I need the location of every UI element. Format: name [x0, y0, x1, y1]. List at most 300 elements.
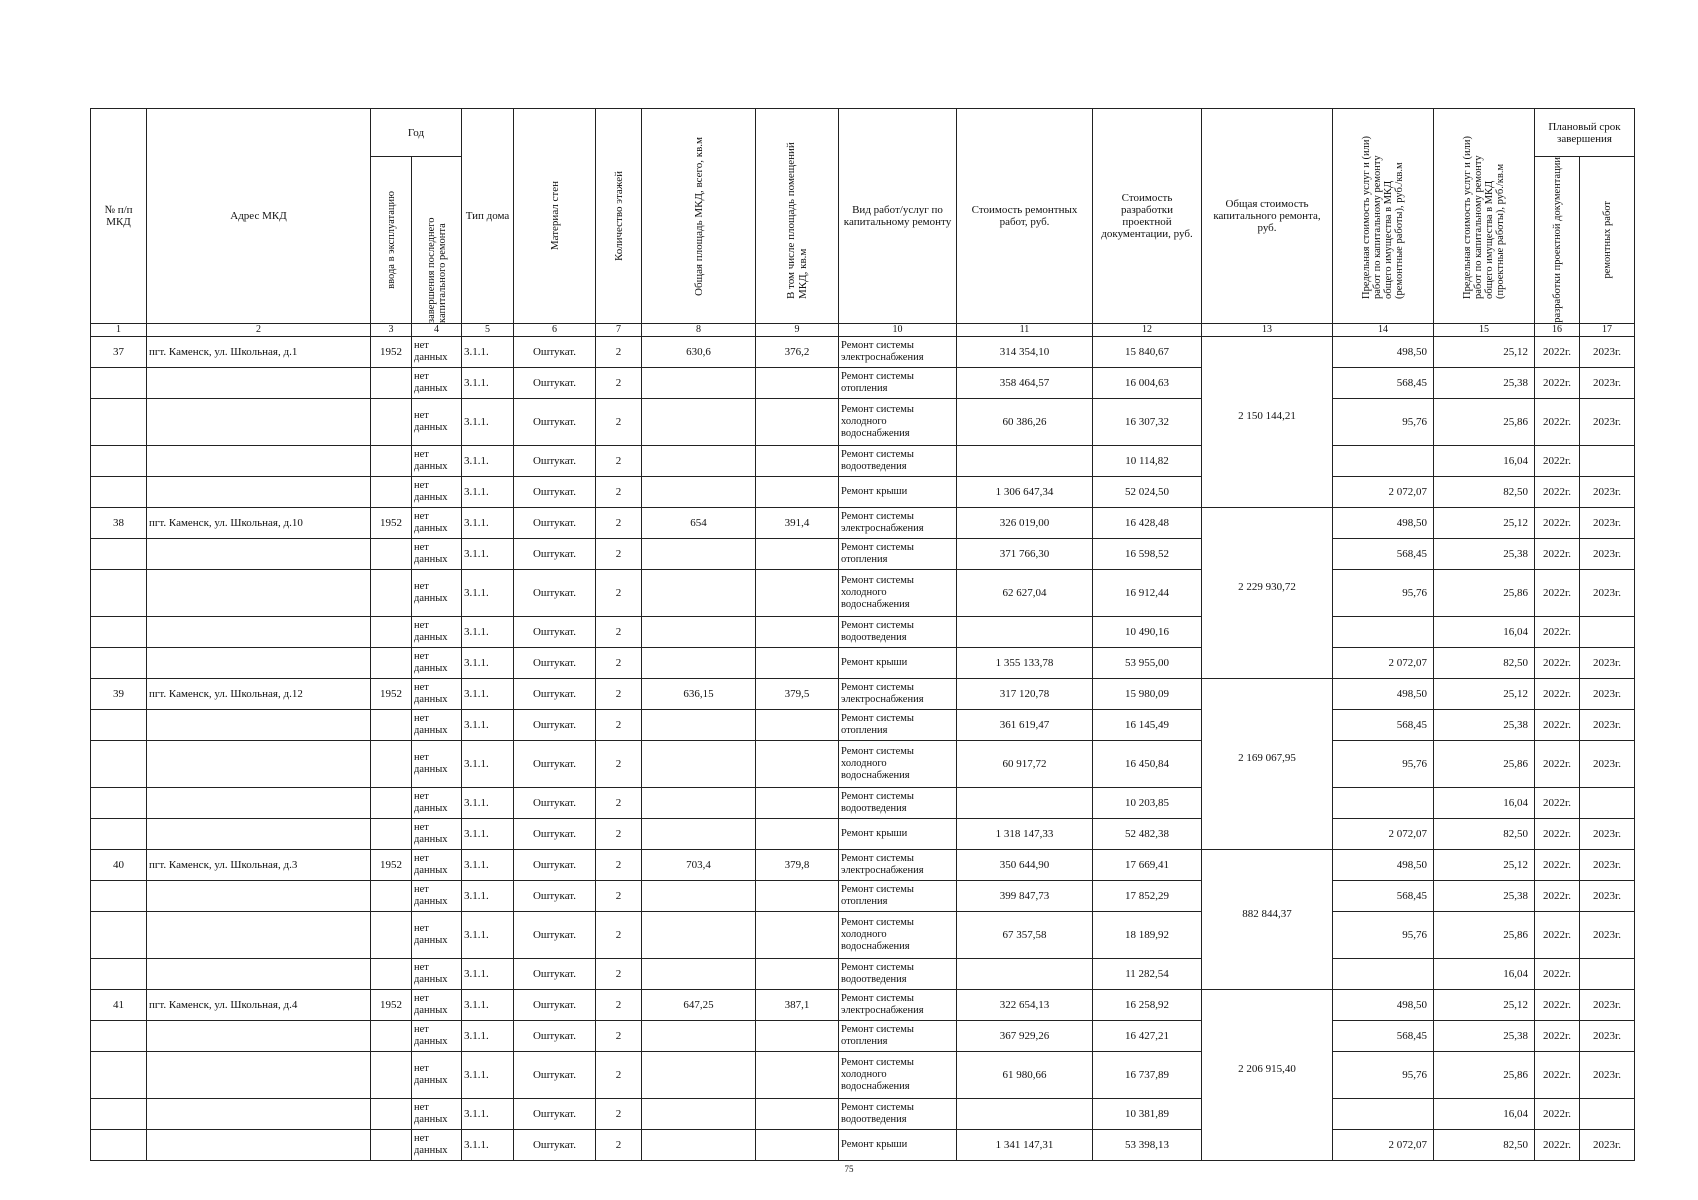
wall-material-cell: Оштукат.: [514, 539, 596, 570]
limit-design-cell: 25,38: [1434, 368, 1535, 399]
address-cell: [147, 741, 371, 788]
total-area-cell: [642, 1099, 756, 1130]
header-wall-material: Материал стен: [548, 181, 561, 251]
deadline-design-cell: 2022г.: [1535, 912, 1580, 959]
repair-cost-cell: [957, 446, 1093, 477]
limit-repair-cell: [1333, 617, 1434, 648]
premises-area-cell: [756, 368, 839, 399]
house-number-cell: [91, 539, 147, 570]
year-commission-cell: [371, 1021, 412, 1052]
work-type-cell: Ремонт крыши: [839, 819, 957, 850]
limit-design-cell: 25,86: [1434, 1052, 1535, 1099]
total-area-cell: [642, 570, 756, 617]
house-type-cell: 3.1.1.: [462, 508, 514, 539]
deadline-repair-cell: 2023г.: [1580, 741, 1635, 788]
house-type-cell: 3.1.1.: [462, 1130, 514, 1161]
total-area-cell: [642, 741, 756, 788]
column-number: 13: [1202, 324, 1333, 337]
deadline-design-cell: 2022г.: [1535, 1099, 1580, 1130]
deadline-repair-cell: 2023г.: [1580, 477, 1635, 508]
wall-material-cell: Оштукат.: [514, 399, 596, 446]
address-cell: [147, 477, 371, 508]
total-area-cell: [642, 912, 756, 959]
table-row: [91, 1021, 1635, 1052]
capital-repair-table: [90, 108, 1635, 1161]
address-cell: [147, 819, 371, 850]
design-cost-cell: 18 189,92: [1093, 912, 1202, 959]
house-type-cell: 3.1.1.: [462, 990, 514, 1021]
floors-cell: 2: [596, 539, 642, 570]
year-commission-cell: 1952: [371, 679, 412, 710]
table-header: [91, 109, 1635, 337]
year-commission-cell: 1952: [371, 337, 412, 368]
column-number: 2: [147, 324, 371, 337]
total-cost-cell: 2 150 144,21: [1202, 337, 1333, 508]
address-cell: [147, 368, 371, 399]
limit-design-cell: 16,04: [1434, 1099, 1535, 1130]
repair-cost-cell: 314 354,10: [957, 337, 1093, 368]
design-cost-cell: 52 024,50: [1093, 477, 1202, 508]
limit-repair-cell: 568,45: [1333, 710, 1434, 741]
floors-cell: 2: [596, 399, 642, 446]
total-area-cell: [642, 648, 756, 679]
total-area-cell: [642, 710, 756, 741]
design-cost-cell: 10 203,85: [1093, 788, 1202, 819]
house-number-cell: [91, 648, 147, 679]
limit-design-cell: 25,12: [1434, 850, 1535, 881]
limit-design-cell: 25,38: [1434, 539, 1535, 570]
floors-cell: 2: [596, 368, 642, 399]
design-cost-cell: 16 428,48: [1093, 508, 1202, 539]
address-cell: [147, 570, 371, 617]
premises-area-cell: [756, 648, 839, 679]
floors-cell: 2: [596, 1130, 642, 1161]
deadline-design-cell: 2022г.: [1535, 539, 1580, 570]
header-deadline-design: разработки проектной документации: [1551, 157, 1563, 323]
table-row: [91, 710, 1635, 741]
floors-cell: 2: [596, 446, 642, 477]
table-row: [91, 539, 1635, 570]
year-last-repair-cell: нет данных: [412, 710, 462, 741]
house-number-cell: [91, 368, 147, 399]
year-last-repair-cell: нет данных: [412, 508, 462, 539]
address-cell: [147, 399, 371, 446]
house-number-cell: [91, 570, 147, 617]
limit-repair-cell: 568,45: [1333, 368, 1434, 399]
design-cost-cell: 10 114,82: [1093, 446, 1202, 477]
wall-material-cell: Оштукат.: [514, 881, 596, 912]
floors-cell: 2: [596, 617, 642, 648]
floors-cell: 2: [596, 959, 642, 990]
header-year-commission-cell: [371, 157, 412, 324]
floors-cell: 2: [596, 1052, 642, 1099]
house-type-cell: 3.1.1.: [462, 881, 514, 912]
total-area-cell: [642, 477, 756, 508]
table-row: [91, 368, 1635, 399]
column-number: 7: [596, 324, 642, 337]
floors-cell: 2: [596, 1021, 642, 1052]
house-number-cell: [91, 446, 147, 477]
floors-cell: 2: [596, 990, 642, 1021]
deadline-repair-cell: 2023г.: [1580, 850, 1635, 881]
address-cell: пгт. Каменск, ул. Школьная, д.1: [147, 337, 371, 368]
year-last-repair-cell: нет данных: [412, 850, 462, 881]
house-number-cell: 38: [91, 508, 147, 539]
deadline-design-cell: 2022г.: [1535, 788, 1580, 819]
limit-design-cell: 25,38: [1434, 881, 1535, 912]
table-row: [91, 446, 1635, 477]
limit-design-cell: 16,04: [1434, 788, 1535, 819]
work-type-cell: Ремонт системы водоотведения: [839, 617, 957, 648]
repair-cost-cell: 350 644,90: [957, 850, 1093, 881]
year-commission-cell: [371, 959, 412, 990]
house-number-cell: 41: [91, 990, 147, 1021]
premises-area-cell: [756, 881, 839, 912]
table-row: [91, 959, 1635, 990]
premises-area-cell: 376,2: [756, 337, 839, 368]
year-commission-cell: [371, 741, 412, 788]
repair-cost-cell: 358 464,57: [957, 368, 1093, 399]
header-repair-cost: Стоимость ремонтных работ, руб.: [957, 109, 1093, 324]
house-number-cell: 40: [91, 850, 147, 881]
year-last-repair-cell: нет данных: [412, 337, 462, 368]
header-total-cost: Общая стоимость капитального ремонта, руб.: [1202, 109, 1333, 324]
column-number: 5: [462, 324, 514, 337]
house-type-cell: 3.1.1.: [462, 617, 514, 648]
work-type-cell: Ремонт системы водоотведения: [839, 446, 957, 477]
deadline-design-cell: 2022г.: [1535, 1021, 1580, 1052]
wall-material-cell: Оштукат.: [514, 1130, 596, 1161]
floors-cell: 2: [596, 819, 642, 850]
repair-cost-cell: 1 306 647,34: [957, 477, 1093, 508]
column-number: 10: [839, 324, 957, 337]
house-type-cell: 3.1.1.: [462, 446, 514, 477]
house-number-cell: [91, 1130, 147, 1161]
floors-cell: 2: [596, 508, 642, 539]
deadline-repair-cell: 2023г.: [1580, 819, 1635, 850]
year-last-repair-cell: нет данных: [412, 570, 462, 617]
year-last-repair-cell: нет данных: [412, 368, 462, 399]
premises-area-cell: [756, 819, 839, 850]
deadline-repair-cell: 2023г.: [1580, 539, 1635, 570]
header-year-commission: ввода в эксплуатацию: [385, 191, 397, 289]
year-commission-cell: [371, 570, 412, 617]
limit-repair-cell: 95,76: [1333, 570, 1434, 617]
address-cell: [147, 788, 371, 819]
limit-repair-cell: 498,50: [1333, 679, 1434, 710]
header-premises-area-cell: [756, 109, 839, 324]
address-cell: [147, 446, 371, 477]
premises-area-cell: [756, 710, 839, 741]
limit-repair-cell: 498,50: [1333, 508, 1434, 539]
deadline-repair-cell: 2023г.: [1580, 648, 1635, 679]
deadline-design-cell: 2022г.: [1535, 648, 1580, 679]
repair-cost-cell: 60 917,72: [957, 741, 1093, 788]
work-type-cell: Ремонт системы электроснабжения: [839, 990, 957, 1021]
limit-repair-cell: 95,76: [1333, 1052, 1434, 1099]
table-row: [91, 648, 1635, 679]
design-cost-cell: 16 307,32: [1093, 399, 1202, 446]
address-cell: пгт. Каменск, ул. Школьная, д.10: [147, 508, 371, 539]
year-last-repair-cell: нет данных: [412, 446, 462, 477]
deadline-design-cell: 2022г.: [1535, 881, 1580, 912]
house-number-cell: [91, 788, 147, 819]
wall-material-cell: Оштукат.: [514, 912, 596, 959]
design-cost-cell: 10 381,89: [1093, 1099, 1202, 1130]
deadline-repair-cell: [1580, 446, 1635, 477]
total-area-cell: [642, 368, 756, 399]
header-floors: Количество этажей: [612, 170, 625, 262]
repair-cost-cell: 371 766,30: [957, 539, 1093, 570]
deadline-repair-cell: 2023г.: [1580, 399, 1635, 446]
year-last-repair-cell: нет данных: [412, 648, 462, 679]
work-type-cell: Ремонт системы отопления: [839, 881, 957, 912]
house-type-cell: 3.1.1.: [462, 368, 514, 399]
total-area-cell: [642, 539, 756, 570]
premises-area-cell: [756, 959, 839, 990]
house-type-cell: 3.1.1.: [462, 399, 514, 446]
limit-design-cell: 82,50: [1434, 648, 1535, 679]
limit-design-cell: 25,86: [1434, 912, 1535, 959]
house-number-cell: 39: [91, 679, 147, 710]
floors-cell: 2: [596, 710, 642, 741]
work-type-cell: Ремонт системы холодного водоснабжения: [839, 399, 957, 446]
house-number-cell: [91, 1052, 147, 1099]
deadline-design-cell: 2022г.: [1535, 710, 1580, 741]
wall-material-cell: Оштукат.: [514, 819, 596, 850]
house-number-cell: [91, 819, 147, 850]
total-area-cell: [642, 788, 756, 819]
limit-design-cell: 82,50: [1434, 1130, 1535, 1161]
work-type-cell: Ремонт системы водоотведения: [839, 788, 957, 819]
year-last-repair-cell: нет данных: [412, 1099, 462, 1130]
year-last-repair-cell: нет данных: [412, 788, 462, 819]
total-area-cell: [642, 1130, 756, 1161]
premises-area-cell: [756, 1052, 839, 1099]
deadline-repair-cell: 2023г.: [1580, 368, 1635, 399]
year-last-repair-cell: нет данных: [412, 819, 462, 850]
year-commission-cell: [371, 881, 412, 912]
total-area-cell: 654: [642, 508, 756, 539]
deadline-repair-cell: 2023г.: [1580, 679, 1635, 710]
header-deadline-repair-cell: [1580, 157, 1635, 324]
wall-material-cell: Оштукат.: [514, 959, 596, 990]
total-area-cell: [642, 881, 756, 912]
column-number-row: [91, 324, 1635, 337]
house-type-cell: 3.1.1.: [462, 959, 514, 990]
year-commission-cell: [371, 648, 412, 679]
year-commission-cell: 1952: [371, 990, 412, 1021]
design-cost-cell: 52 482,38: [1093, 819, 1202, 850]
address-cell: [147, 959, 371, 990]
repair-cost-cell: 326 019,00: [957, 508, 1093, 539]
floors-cell: 2: [596, 648, 642, 679]
design-cost-cell: 17 669,41: [1093, 850, 1202, 881]
work-type-cell: Ремонт системы холодного водоснабжения: [839, 570, 957, 617]
year-commission-cell: [371, 819, 412, 850]
house-number-cell: [91, 959, 147, 990]
house-type-cell: 3.1.1.: [462, 788, 514, 819]
house-number-cell: [91, 1021, 147, 1052]
table-body: [91, 337, 1635, 1161]
premises-area-cell: [756, 1130, 839, 1161]
header-premises-area: В том числе площадь помещений МКД, кв.м: [785, 142, 809, 299]
design-cost-cell: 16 145,49: [1093, 710, 1202, 741]
limit-design-cell: 25,12: [1434, 508, 1535, 539]
deadline-design-cell: 2022г.: [1535, 508, 1580, 539]
year-commission-cell: [371, 788, 412, 819]
year-last-repair-cell: нет данных: [412, 912, 462, 959]
year-commission-cell: 1952: [371, 850, 412, 881]
design-cost-cell: 53 955,00: [1093, 648, 1202, 679]
year-commission-cell: [371, 912, 412, 959]
limit-design-cell: 25,86: [1434, 741, 1535, 788]
house-number-cell: 37: [91, 337, 147, 368]
year-commission-cell: [371, 617, 412, 648]
wall-material-cell: Оштукат.: [514, 788, 596, 819]
wall-material-cell: Оштукат.: [514, 1099, 596, 1130]
header-deadline-repair: ремонтных работ: [1601, 201, 1613, 279]
limit-repair-cell: 568,45: [1333, 539, 1434, 570]
header-limit-repair: Предельная стоимость услуг и (или) работ по капитальному ремонту общего имущества в МКД (ремонтные работы), руб./кв.м: [1361, 136, 1405, 299]
deadline-design-cell: 2022г.: [1535, 1130, 1580, 1161]
header-total-area: Общая площадь МКД, всего, кв.м: [692, 136, 705, 296]
limit-design-cell: 25,86: [1434, 399, 1535, 446]
year-last-repair-cell: нет данных: [412, 881, 462, 912]
deadline-design-cell: 2022г.: [1535, 1052, 1580, 1099]
house-type-cell: 3.1.1.: [462, 539, 514, 570]
house-type-cell: 3.1.1.: [462, 741, 514, 788]
limit-design-cell: 25,12: [1434, 337, 1535, 368]
header-limit-design-cell: [1434, 109, 1535, 324]
repair-cost-cell: [957, 788, 1093, 819]
wall-material-cell: Оштукат.: [514, 741, 596, 788]
limit-repair-cell: [1333, 1099, 1434, 1130]
design-cost-cell: 10 490,16: [1093, 617, 1202, 648]
column-number: 6: [514, 324, 596, 337]
repair-cost-cell: 322 654,13: [957, 990, 1093, 1021]
work-type-cell: Ремонт системы электроснабжения: [839, 337, 957, 368]
address-cell: [147, 710, 371, 741]
work-type-cell: Ремонт системы холодного водоснабжения: [839, 1052, 957, 1099]
design-cost-cell: 16 737,89: [1093, 1052, 1202, 1099]
deadline-repair-cell: 2023г.: [1580, 881, 1635, 912]
repair-cost-cell: 317 120,78: [957, 679, 1093, 710]
limit-design-cell: 16,04: [1434, 959, 1535, 990]
year-commission-cell: [371, 539, 412, 570]
year-commission-cell: [371, 399, 412, 446]
house-type-cell: 3.1.1.: [462, 710, 514, 741]
floors-cell: 2: [596, 741, 642, 788]
floors-cell: 2: [596, 912, 642, 959]
total-area-cell: [642, 617, 756, 648]
table-row: [91, 508, 1635, 539]
wall-material-cell: Оштукат.: [514, 570, 596, 617]
repair-cost-cell: [957, 959, 1093, 990]
table-row: [91, 881, 1635, 912]
work-type-cell: Ремонт крыши: [839, 1130, 957, 1161]
work-type-cell: Ремонт системы электроснабжения: [839, 508, 957, 539]
total-area-cell: [642, 819, 756, 850]
year-last-repair-cell: нет данных: [412, 1130, 462, 1161]
limit-repair-cell: [1333, 446, 1434, 477]
premises-area-cell: [756, 617, 839, 648]
work-type-cell: Ремонт системы водоотведения: [839, 959, 957, 990]
repair-cost-cell: 1 318 147,33: [957, 819, 1093, 850]
house-number-cell: [91, 399, 147, 446]
year-commission-cell: [371, 1130, 412, 1161]
column-number: 8: [642, 324, 756, 337]
total-cost-cell: 2 229 930,72: [1202, 508, 1333, 679]
limit-repair-cell: 95,76: [1333, 399, 1434, 446]
header-design-cost: Стоимость разработки проектной документации, руб.: [1093, 109, 1202, 324]
deadline-design-cell: 2022г.: [1535, 477, 1580, 508]
address-cell: пгт. Каменск, ул. Школьная, д.4: [147, 990, 371, 1021]
work-type-cell: Ремонт крыши: [839, 648, 957, 679]
column-number: 11: [957, 324, 1093, 337]
deadline-design-cell: 2022г.: [1535, 850, 1580, 881]
table-row: [91, 570, 1635, 617]
total-area-cell: [642, 1021, 756, 1052]
year-last-repair-cell: нет данных: [412, 990, 462, 1021]
floors-cell: 2: [596, 850, 642, 881]
year-commission-cell: [371, 1099, 412, 1130]
floors-cell: 2: [596, 337, 642, 368]
header-year-group: Год: [371, 109, 462, 157]
deadline-design-cell: 2022г.: [1535, 679, 1580, 710]
design-cost-cell: 16 912,44: [1093, 570, 1202, 617]
header-work-type: Вид работ/услуг по капитальному ремонту: [839, 109, 957, 324]
repair-cost-cell: 62 627,04: [957, 570, 1093, 617]
design-cost-cell: 16 004,63: [1093, 368, 1202, 399]
house-type-cell: 3.1.1.: [462, 1021, 514, 1052]
limit-repair-cell: 95,76: [1333, 741, 1434, 788]
total-area-cell: 636,15: [642, 679, 756, 710]
premises-area-cell: [756, 912, 839, 959]
limit-design-cell: 16,04: [1434, 446, 1535, 477]
wall-material-cell: Оштукат.: [514, 648, 596, 679]
limit-repair-cell: [1333, 959, 1434, 990]
table-row: [91, 912, 1635, 959]
work-type-cell: Ремонт системы электроснабжения: [839, 679, 957, 710]
premises-area-cell: [756, 399, 839, 446]
address-cell: [147, 1021, 371, 1052]
deadline-repair-cell: [1580, 959, 1635, 990]
address-cell: пгт. Каменск, ул. Школьная, д.12: [147, 679, 371, 710]
repair-cost-cell: 67 357,58: [957, 912, 1093, 959]
work-type-cell: Ремонт системы электроснабжения: [839, 850, 957, 881]
column-number: 14: [1333, 324, 1434, 337]
table-row: [91, 741, 1635, 788]
year-commission-cell: [371, 368, 412, 399]
limit-design-cell: 82,50: [1434, 819, 1535, 850]
total-cost-cell: 882 844,37: [1202, 850, 1333, 990]
house-number-cell: [91, 710, 147, 741]
deadline-design-cell: 2022г.: [1535, 399, 1580, 446]
page-number: 75: [844, 1164, 854, 1174]
deadline-design-cell: 2022г.: [1535, 741, 1580, 788]
design-cost-cell: 15 840,67: [1093, 337, 1202, 368]
year-last-repair-cell: нет данных: [412, 1052, 462, 1099]
table-row: [91, 617, 1635, 648]
column-number: 12: [1093, 324, 1202, 337]
total-area-cell: 703,4: [642, 850, 756, 881]
year-last-repair-cell: нет данных: [412, 679, 462, 710]
work-type-cell: Ремонт системы холодного водоснабжения: [839, 912, 957, 959]
address-cell: [147, 1130, 371, 1161]
work-type-cell: Ремонт системы холодного водоснабжения: [839, 741, 957, 788]
limit-repair-cell: 498,50: [1333, 990, 1434, 1021]
